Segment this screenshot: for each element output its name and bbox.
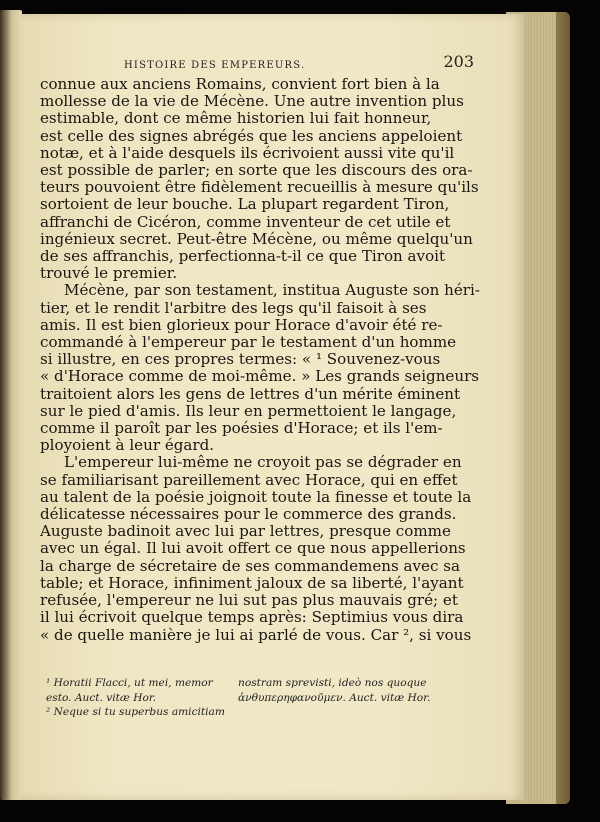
text-line: traitoient alors les gens de lettres d'un mérite éminent: [40, 384, 461, 403]
footnotes-right-column: [238, 676, 431, 705]
body-text: [40, 75, 480, 644]
text-line: « de quelle manière je lui ai parlé de vous. Car ², si vous: [40, 625, 472, 644]
text-line: commandé à l'empereur par le testament d'un homme: [40, 333, 457, 352]
text-line: L'empereur lui-même ne croyoit pas se dégrader en: [64, 453, 462, 472]
text-line: trouvé le premier.: [40, 264, 178, 283]
running-title: HISTOIRE DES EMPEREURS.: [124, 60, 306, 71]
text-line: se familiarisant pareillement avec Horace, qui en effet: [40, 470, 458, 489]
text-line: « d'Horace comme de moi-même. » Les grands seigneurs: [40, 367, 480, 386]
footnotes-left-column: [46, 676, 226, 720]
page-number: 203: [443, 52, 474, 71]
text-line: avec un égal. Il lui avoit offert ce que nous appellerions: [40, 539, 466, 558]
page-header: [124, 52, 474, 76]
footnote-line: ἀνθυπερηφανοῦμεν. Auct. vitæ Hor.: [238, 691, 431, 704]
text-line: table; et Horace, infiniment jaloux de sa liberté, l'ayant: [40, 573, 464, 592]
text-line: au talent de la poésie joignoit toute la finesse et toute la: [40, 487, 472, 506]
text-line: refusée, l'empereur ne lui sut pas plus mauvais gré; et: [40, 591, 458, 610]
text-line: la charge de sécretaire de ses commandemens avec sa: [40, 556, 460, 575]
text-line: sortoient de leur bouche. La plupart regardent Tiron,: [40, 195, 450, 214]
text-line: il lui écrivoit quelque temps après: Septimius vous dira: [40, 608, 464, 627]
text-line: notæ, et à l'aide desquels ils écrivoient aussi vite qu'il: [40, 143, 455, 162]
text-line: est celle des signes abrégés que les anciens appeloient: [40, 126, 463, 145]
left-page-edge: [0, 10, 22, 800]
text-line: estimable, dont ce même historien lui fait honneur,: [40, 109, 432, 128]
footnote-line: esto. Auct. vitæ Hor.: [46, 691, 157, 704]
footnote-line: nostram sprevisti, ideò nos quoque: [238, 677, 427, 689]
text-line: Auguste badinoit avec lui par lettres, presque comme: [40, 522, 451, 541]
text-line: ingénieux secret. Peut-être Mécène, ou même quelqu'un: [40, 229, 473, 248]
text-line: de ses affranchis, perfectionna-t-il ce que Tiron avoit: [40, 247, 446, 266]
footnote-line: ² Neque si tu superbus amicitiam: [46, 706, 225, 718]
text-line: connue aux anciens Romains, convient fort bien à la: [40, 75, 440, 93]
text-line: amis. Il est bien glorieux pour Horace d'avoir été re-: [40, 315, 443, 334]
text-line: ployoient à leur égard.: [40, 436, 215, 455]
text-line: sur le pied d'amis. Ils leur en permettoient le langage,: [40, 401, 457, 420]
text-line: si illustre, en ces propres termes: « ¹ Souvenez-vous: [40, 350, 441, 369]
text-line: comme il paroît par les poésies d'Horace; et ils l'em-: [40, 419, 443, 438]
text-line: est possible de parler; en sorte que les discours des ora-: [40, 161, 473, 180]
text-line: tier, et le rendit l'arbitre des legs qu'il faisoit à ses: [40, 298, 427, 317]
footnote-line: ¹ Horatii Flacci, ut mei, memor: [46, 677, 213, 689]
text-line: délicatesse nécessaires pour le commerce des grands.: [40, 505, 457, 524]
text-line: teurs pouvoient être fidèlement recueillis à mesure qu'ils: [40, 178, 479, 197]
text-line: affranchi de Cicéron, comme inventeur de cet utile et: [40, 212, 451, 231]
text-line: mollesse de la vie de Mécène. Une autre invention plus: [40, 92, 464, 111]
text-line: Mécène, par son testament, institua Auguste son héri-: [64, 281, 480, 300]
